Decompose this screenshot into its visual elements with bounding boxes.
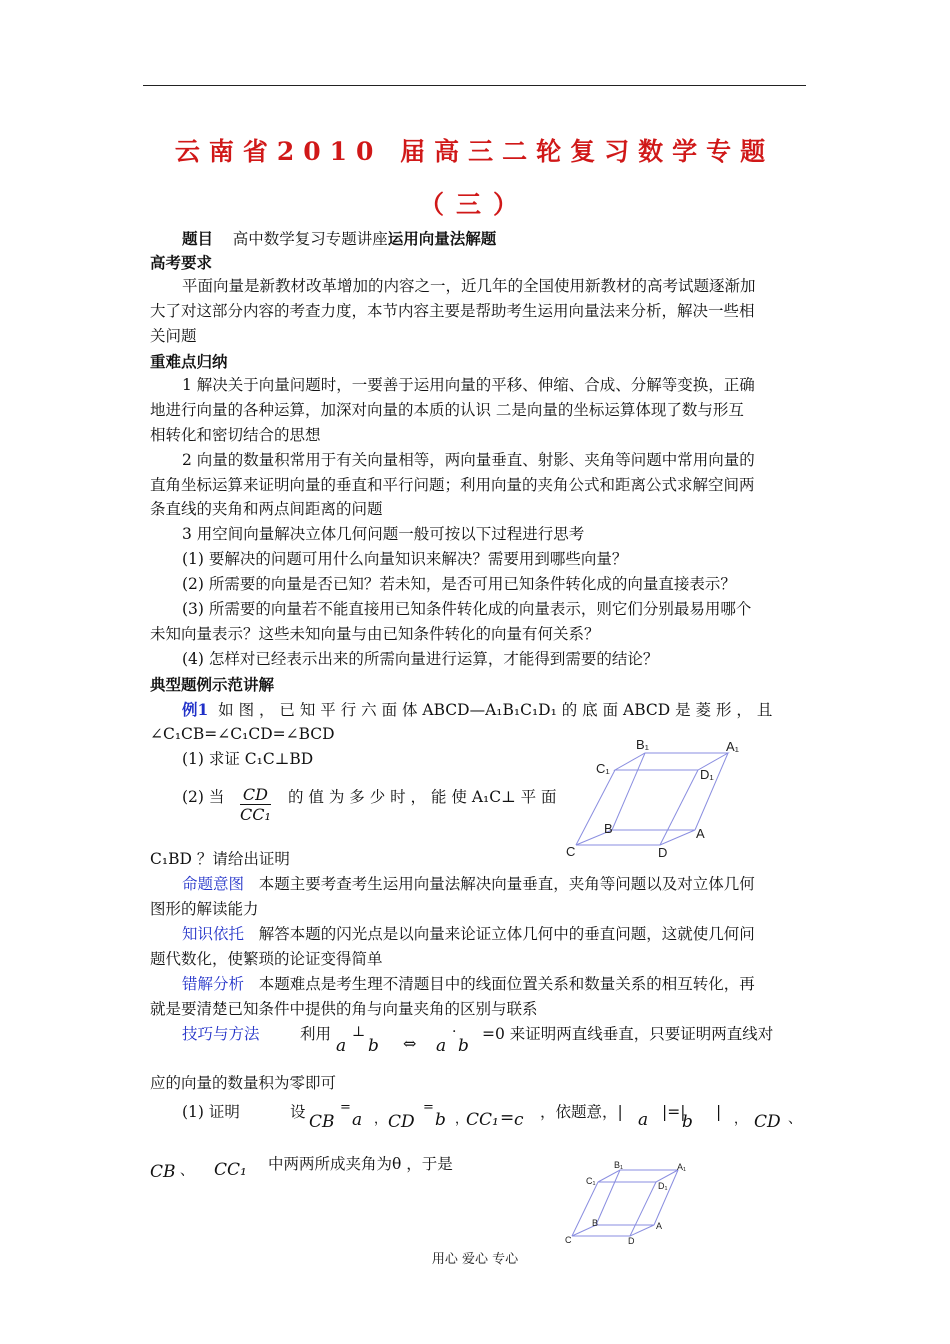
label-B-small: B	[592, 1218, 599, 1228]
proof-bar: |	[716, 1103, 722, 1121]
vector-CB-2: CB	[150, 1162, 176, 1182]
dun-2: 、	[180, 1163, 194, 1179]
vector-b-abs: b	[682, 1112, 693, 1132]
topic-label: 题目	[182, 229, 214, 248]
ratio-fraction	[240, 785, 271, 824]
vector-c: c	[514, 1110, 524, 1130]
key-1b: 地进行向量的各种运算，加深对向量的本质的认识 二是向量的坐标运算体现了数与形互	[150, 401, 744, 419]
key-1a: 1 解决关于向量问题时，一要善于运用向量的平移、伸缩、合成、分解等变换，正确	[182, 376, 755, 394]
label-D-small: D	[628, 1236, 635, 1246]
basis-line2: 题代数化，使繁琐的论证变得简单	[150, 950, 383, 968]
vector-a-3: a	[352, 1110, 363, 1130]
label-C: C	[566, 844, 576, 859]
basis-label: 知识依托	[182, 925, 245, 943]
error-text: 本题难点是考生理不清题目中的线面位置关系和数量关系的相互转化，再	[258, 975, 755, 993]
label-D1: D₁	[700, 767, 714, 782]
label-A1-small: A₁	[677, 1162, 687, 1172]
label-B1: B₁	[636, 737, 650, 752]
topic-bold: 运用向量法解题	[387, 229, 497, 248]
vector-CC1-2: CC₁	[214, 1160, 247, 1180]
topic-prefix: 高中数学复习专题讲座	[232, 230, 388, 248]
basis-text: 解答本题的闪光点是以向量来论证立体几何中的垂直问题，这就使几何问	[258, 925, 755, 943]
vector-CD-2: CD	[754, 1112, 781, 1132]
proof-cond: ，依题意，|	[540, 1103, 623, 1121]
page-footer: 用心 爱心 专心	[431, 1252, 519, 1267]
key-2b: 直角坐标运算来证明向量的垂直和平行问题；利用向量的夹角公式和距离公式求解空间两	[150, 476, 755, 494]
proof-prefix: (1) 证明	[182, 1103, 240, 1121]
label-B1-small: B₁	[614, 1160, 624, 1170]
label-D1-small: D₁	[658, 1181, 668, 1191]
method-line2: 应的向量的数量积为零即可	[150, 1074, 337, 1092]
question-1: (1) 要解决的问题可用什么向量知识来解决？需要用到哪些向量？	[182, 550, 628, 568]
example-text: 如 图 ， 已 知 平 行 六 面 体 ABCD—A₁B₁C₁D₁ 的 底 面 ABCD 是 菱 形 ， 且	[218, 701, 773, 719]
vector-CC1: CC₁	[466, 1110, 499, 1130]
vector-CB: CB	[309, 1112, 335, 1132]
example-part2-end: C₁BD ？请给出证明	[150, 850, 290, 868]
method-label: 技巧与方法	[182, 1025, 260, 1043]
key-1c: 相转化和密切结合的思想	[150, 426, 321, 444]
basis-line	[150, 922, 837, 947]
comma-3: ，	[734, 1112, 748, 1127]
intent-text: 本题主要考查考生运用向量法解决向量垂直，夹角等问题以及对立体几何	[258, 875, 755, 893]
topic-line	[182, 226, 837, 252]
gaokao-p1: 平面向量是新教材改革增加的内容之一，近几年的全国使用新教材的高考试题逐渐加	[182, 277, 756, 295]
label-C1-small: C₁	[586, 1176, 596, 1186]
error-label: 错解分析	[182, 975, 245, 993]
gaokao-p3: 关问题	[150, 327, 197, 345]
proof-abs-eq: |=|	[662, 1103, 686, 1121]
dot-symbol: ·	[452, 1024, 457, 1040]
iff-symbol: ⇔	[403, 1034, 417, 1053]
gaokao-heading: 高考要求	[150, 253, 213, 272]
top-rule	[143, 85, 806, 86]
example-part2-suffix: 的 值 为 多 少 时 ， 能 使 A₁C⊥ 平 面	[288, 788, 557, 806]
label-A: A	[696, 826, 705, 841]
example-heading: 典型题例示范讲解	[150, 675, 275, 694]
vector-a-2: a	[436, 1036, 447, 1056]
question-4: (4) 怎样对已经表示出来的所需向量进行运算，才能得到需要的结论？	[182, 650, 659, 668]
label-D: D	[658, 845, 668, 860]
eq-3: =	[500, 1108, 515, 1128]
intent-label: 命题意图	[182, 875, 245, 893]
vector-b-3: b	[435, 1110, 446, 1130]
label-B: B	[604, 821, 613, 836]
label-C1: C₁	[596, 761, 610, 776]
proof-set: 设	[290, 1103, 306, 1121]
parallelepiped-figure-small	[560, 1158, 700, 1246]
perp-symbol: ⊥	[352, 1024, 366, 1040]
method-text: 利用	[300, 1025, 332, 1043]
comma-2: ，	[455, 1112, 469, 1127]
eq-1: =	[340, 1100, 351, 1115]
dun-1: 、	[788, 1111, 802, 1127]
intent-line2: 图形的解读能力	[150, 900, 259, 918]
method-end: =0 来证明两直线垂直，只要证明两直线对	[482, 1025, 774, 1043]
page-subtitle: （三）	[418, 190, 530, 219]
intent-line	[150, 872, 837, 897]
vector-a: a	[336, 1036, 347, 1056]
error-line2: 就是要清楚已知条件中提供的角与向量夹角的区别与联系	[150, 1000, 538, 1018]
key-2a: 2 向量的数量积常用于有关向量相等，两向量垂直、射影、夹角等问题中常用向量的	[182, 451, 755, 469]
proof-line2: 中两两所成夹角为θ ，于是	[268, 1155, 453, 1173]
example-label: 例1	[182, 700, 209, 719]
label-A-small: A	[656, 1221, 663, 1231]
vector-b-2: b	[458, 1036, 469, 1056]
vector-b: b	[368, 1036, 379, 1056]
gaokao-p2: 大了对这部分内容的考查力度，本节内容主要是帮助考生运用向量法来分析，解决一些相	[150, 302, 755, 320]
question-3b: 未知向量表示？这些未知向量与由已知条件转化的向量有何关系？	[150, 625, 600, 643]
fraction-numerator: CD	[240, 785, 271, 805]
example-line2: ∠C₁CB=∠C₁CD=∠BCD	[150, 725, 335, 743]
vector-a-abs: a	[638, 1110, 649, 1130]
parallelepiped-figure	[560, 735, 760, 860]
example-part1: (1) 求证 C₁C⊥BD	[182, 750, 314, 768]
key-heading: 重难点归纳	[150, 352, 228, 371]
page-title: 云南省2010 届高三二轮复习数学专题	[174, 137, 775, 166]
fraction-denominator: CC₁	[240, 805, 271, 824]
example-line1	[150, 697, 837, 723]
label-C-small: C	[565, 1235, 572, 1245]
question-3a: (3) 所需要的向量若不能直接用已知条件转化成的向量表示，则它们分别最易用哪个	[182, 600, 752, 618]
label-A1: A₁	[726, 739, 740, 754]
vector-CD: CD	[388, 1112, 415, 1132]
example-part2-prefix: (2) 当	[182, 788, 225, 806]
key-3: 3 用空间向量解决立体几何问题一般可按以下过程进行思考	[182, 525, 585, 543]
question-2: (2) 所需要的向量是否已知？若未知，是否可用已知条件转化成的向量直接表示？	[182, 575, 736, 593]
eq-2: =	[423, 1100, 434, 1115]
comma-1: ，	[374, 1112, 388, 1127]
key-2c: 条直线的夹角和两点间距离的问题	[150, 500, 383, 518]
error-line	[150, 972, 837, 997]
